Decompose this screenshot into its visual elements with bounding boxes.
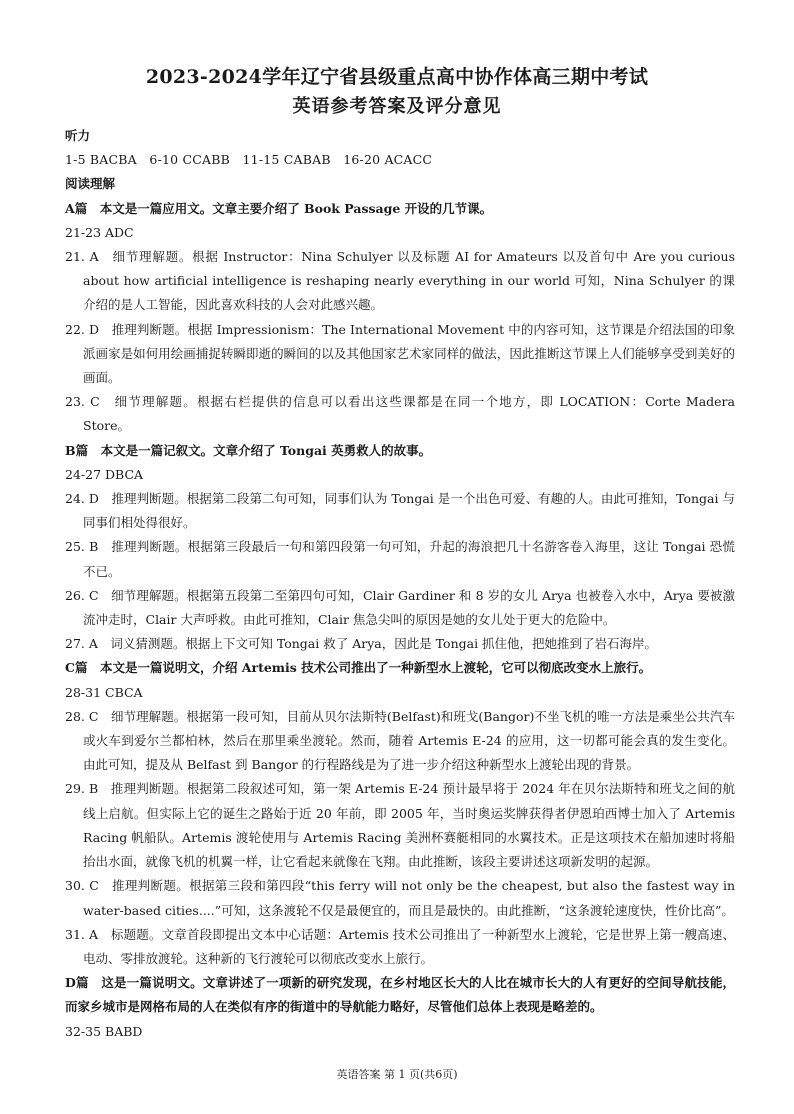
passage-d-intro: D篇 这是一篇说明文。文章讲述了一项新的研究发现，在乡村地区长大的人比在城市长大的人有更好的空间导航技能，而家乡城市是网格布局的人在类似有序的街道中的导航能力略好，尽管他们总体上表现是略差的。 xyxy=(65,975,735,1015)
listening-answers: 1-5 BACBA 6-10 CCABB 11-15 CABAB 16-20 ACACC xyxy=(65,152,433,168)
page-footer: 英语答案 第 1 页(共6页) xyxy=(336,1068,458,1081)
passage-a-answers: 21-23 ADC xyxy=(65,224,134,240)
explanation-item-23: 23. C 细节理解题。根据右栏提供的信息可以看出这些课都是在同一个地方，即 LOCATION：Corte Madera Store。 xyxy=(65,394,735,434)
passage-b-answers: 24-27 DBCA xyxy=(65,466,144,482)
explanation-item-21: 21. A 细节理解题。根据 Instructor：Nina Schulyer 以及标题 AI for Amateurs 以及首句中 Are you curious about how artificial intelligence is reshaping nearly everything in our world 可知，Nina Schulyer 的课介绍的是人工智能，因此喜欢科技的人会对此感兴趣。 xyxy=(65,249,735,313)
page-title: 2023-2024学年辽宁省县级重点高中协作体高三期中考试 xyxy=(145,66,649,88)
passage-c-intro: C篇 本文是一篇说明文，介绍 Artemis 技术公司推出了一种新型水上渡轮，它可以彻底改变水上旅行。 xyxy=(65,660,652,676)
explanation-item-26: 26. C 细节理解题。根据第五段第二至第四句可知，Clair Gardiner 和 8 岁的女儿 Arya 也被卷入水中，Arya 要被激流冲走时，Clair 大声呼救。由此可推知，Clair 焦急尖叫的原因是她的女儿处于更大的危险中。 xyxy=(65,587,735,628)
explanation-item-30: 30. C 推理判断题。根据第三段和第四段“this ferry will not only be the cheapest, but also the fastest way in water-based cities....”可知，这条渡轮不仅是最便宜的，而且是最快的。由此推断，“这条渡轮速度快，性价比高”。 xyxy=(65,878,735,918)
page-subtitle: 英语参考答案及评分意见 xyxy=(292,96,502,117)
explanation-item-24: 24. D 推理判断题。根据第二段第二句可知，同事们认为 Tongai 是一个出色可爱、有趣的人。由此可推知，Tongai 与同事们相处得很好。 xyxy=(65,491,735,531)
passage-b-intro: B篇 本文是一篇记叙文。文章介绍了 Tongai 英勇救人的故事。 xyxy=(65,442,432,458)
section-heading-listening: 听力 xyxy=(65,128,91,143)
answer-content xyxy=(65,124,735,1044)
explanation-item-31: 31. A 标题题。文章首段即提出文本中心话题：Artemis 技术公司推出了一种新型水上渡轮，它是世界上第一艘高速、电动、零排放渡轮。这种新的飞行渡轮可以彻底改变水上旅行。 xyxy=(65,926,735,966)
explanation-item-27: 27. A 词义猜测题。根据上下文可知 Tongai 救了 Arya，因此是 Tongai 抓住他，把她推到了岩石海岸。 xyxy=(65,636,658,652)
passage-d-answers: 32-35 BABD xyxy=(65,1023,143,1039)
section-heading-reading: 阅读理解 xyxy=(65,176,116,192)
explanation-item-22: 22. D 推理判断题。根据 Impressionism：The International Movement 中的内容可知，这节课是介绍法国的印象派画家是如何用绘画捕捉转瞬即逝的瞬间的以及其他国家艺术家同样的做法，因此推断这节课上人们能够享受到美好的画面。 xyxy=(65,321,735,386)
passage-a-intro: A篇 本文是一篇应用文。文章主要介绍了 Book Passage 开设的几节课。 xyxy=(65,200,493,216)
passage-c-answers: 28-31 CBCA xyxy=(65,684,143,700)
explanation-item-29: 29. B 推理判断题。根据第二段叙述可知，第一架 Artemis E-24 预计最早将于 2024 年在贝尔法斯特和班戈之间的航线上启航。但实际上它的诞生之路始于近 20 年前，即 2005 年，当时奥运奖牌获得者伊恩珀西博士加入了 Artemis Racing 帆船队。Artemis 渡轮使用与 Artemis Racing 美洲杯赛艇相同的水翼技术。正是这项技术在船加速时将船抬出水面，就像飞机的机翼一样，让它看起来就像在飞翔。由此推断，该段主要讲述这项新发明的起源。 xyxy=(65,781,735,870)
explanation-item-25: 25. B 推理判断题。根据第三段最后一句和第四段第一句可知，升起的海浪把几十名游客卷入海里，这让 Tongai 恐慌不已。 xyxy=(65,539,735,579)
explanation-item-28: 28. C 细节理解题。根据第一段可知，目前从贝尔法斯特(Belfast)和班戈(Bangor)不坐飞机的唯一方法是乘坐公共汽车或火车到爱尔兰都柏林，然后在那里乘坐渡轮。然而，随着 Artemis E-24 的应用，这一切都可能会真的发生变化。由此可知，提及从 Belfast 到 Bangor 的行程路线是为了进一步介绍这种新型水上渡轮出现的背景。 xyxy=(65,708,735,773)
